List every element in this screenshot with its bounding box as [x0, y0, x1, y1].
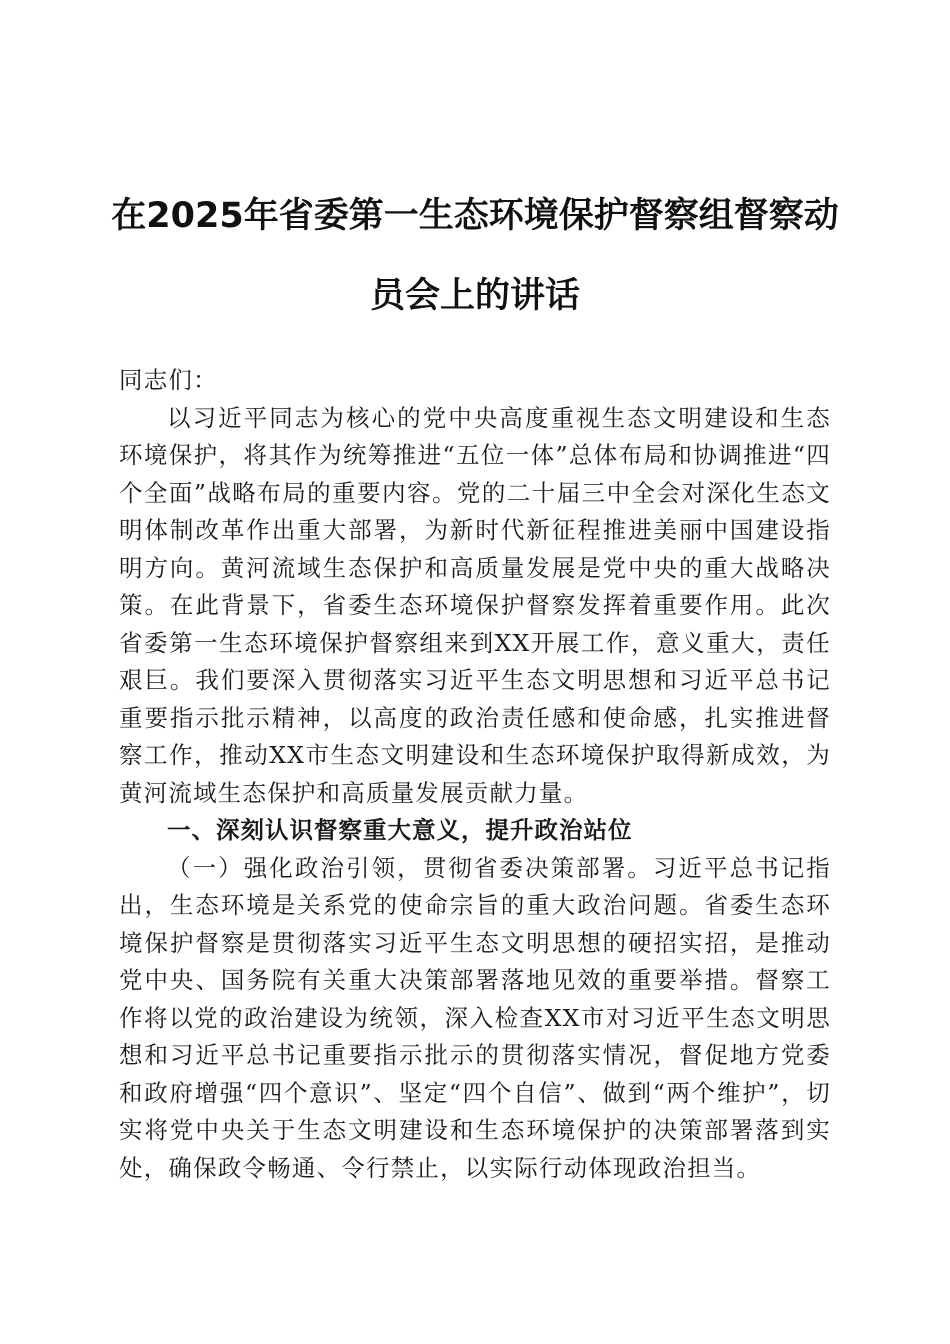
intro-paragraph: 以习近平同志为核心的党中央高度重视生态文明建设和生态环境保护，将其作为统筹推进“五位一体”总体布局和协调推进“四个全面”战略布局的重要内容。党的二十届三中全会对深化生态文明体制改革作出重大部署，为新时代新征程推进美丽中国建设指明方向。黄河流域生态保护和高质量发展是党中央的重大战略决策。在此背景下，省委生态环境保护督察发挥着重要作用。此次省委第一生态环境保护督察组来到XX开展工作，意义重大，责任艰巨。我们要深入贯彻落实习近平生态文明思想和习近平总书记重要指示批示精神，以高度的政治责任感和使命感，扎实推进督察工作，推动XX市生态文明建设和生态环境保护取得新成效，为黄河流域生态保护和高质量发展贡献力量。 [119, 403, 831, 807]
subsection-paragraph: （一）强化政治引领，贯彻省委决策部署。习近平总书记指出，生态环境是关系党的使命宗旨的重大政治问题。省委生态环境保护督察是贯彻落实习近平生态文明思想的硬招实招，是推动党中央、国务院有关重大决策部署落地见效的重要举措。督察工作将以党的政治建设为统领，深入检查XX市对习近平生态文明思想和习近平总书记重要指示批示的贯彻落实情况，督促地方党委和政府增强“四个意识”、坚定“四个自信”、做到“两个维护”，切实将党中央关于生态文明建设和生态环境保护的决策部署落到实处，确保政令畅通、令行禁止，以实际行动体现政治担当。 [119, 853, 831, 1182]
document-body [119, 362, 831, 1187]
salutation: 同志们： [119, 366, 218, 394]
document-title: 在2025年省委第一生态环境保护督察组督察动员会上的讲话 [111, 196, 839, 316]
section-heading: 一、深刻认识督察重大意义，提升政治站位 [167, 816, 633, 844]
